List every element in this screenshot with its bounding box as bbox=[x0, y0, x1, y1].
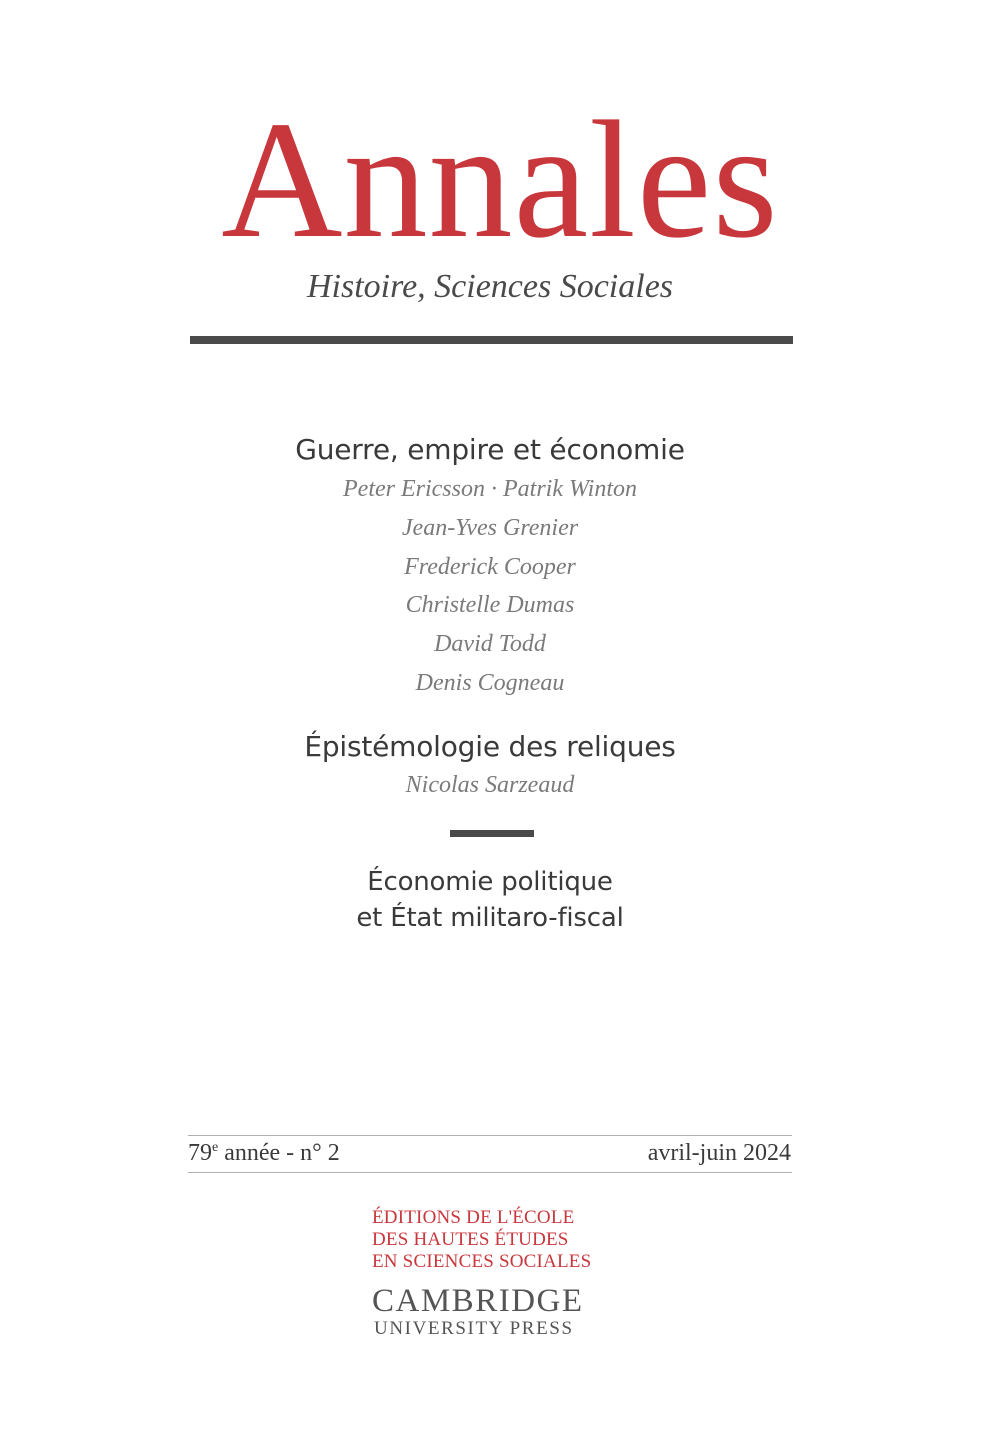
issue-rule-bottom bbox=[188, 1172, 792, 1173]
ehess-line: DES HAUTES ÉTUDES bbox=[372, 1229, 569, 1250]
volume-suffix: e bbox=[212, 1140, 219, 1155]
section-epistemologie bbox=[0, 728, 980, 805]
author-line: Jean-Yves Grenier bbox=[401, 514, 579, 541]
middle-divider bbox=[450, 830, 534, 837]
author-line: Christelle Dumas bbox=[405, 592, 575, 619]
section-title-line: Économie politique bbox=[367, 867, 613, 897]
author-line: David Todd bbox=[434, 631, 546, 658]
author-line: Nicolas Sarzeaud bbox=[405, 772, 575, 798]
journal-subtitle: Histoire, Sciences Sociales bbox=[306, 268, 674, 305]
author-line: Frederick Cooper bbox=[404, 553, 576, 580]
section-title: Épistémologie des reliques bbox=[304, 730, 676, 763]
section-title-line: et État militaro-fiscal bbox=[356, 903, 624, 933]
journal-title: Annales bbox=[221, 87, 779, 273]
cambridge-name: CAMBRIDGE bbox=[372, 1283, 584, 1319]
ehess-line: EN SCIENCES SOCIALES bbox=[372, 1251, 592, 1272]
ehess-publisher-logo bbox=[372, 1207, 632, 1273]
issue-rule-top bbox=[188, 1135, 792, 1136]
author-line: Denis Cogneau bbox=[415, 669, 565, 696]
author-line: Peter Ericsson · Patrik Winton bbox=[343, 476, 637, 502]
issue-period: avril-juin 2024 bbox=[647, 1140, 791, 1166]
top-divider bbox=[190, 336, 793, 344]
volume-number: 79 bbox=[188, 1140, 212, 1166]
ehess-line: ÉDITIONS DE L'ÉCOLE bbox=[372, 1207, 575, 1228]
volume-rest: année - n° 2 bbox=[218, 1140, 340, 1166]
cambridge-press: UNIVERSITY PRESS bbox=[374, 1318, 574, 1339]
section-title: Guerre, empire et économie bbox=[295, 433, 685, 466]
issue-number bbox=[188, 1140, 340, 1167]
section-economie-politique bbox=[0, 864, 980, 936]
section-guerre-empire bbox=[0, 430, 980, 703]
